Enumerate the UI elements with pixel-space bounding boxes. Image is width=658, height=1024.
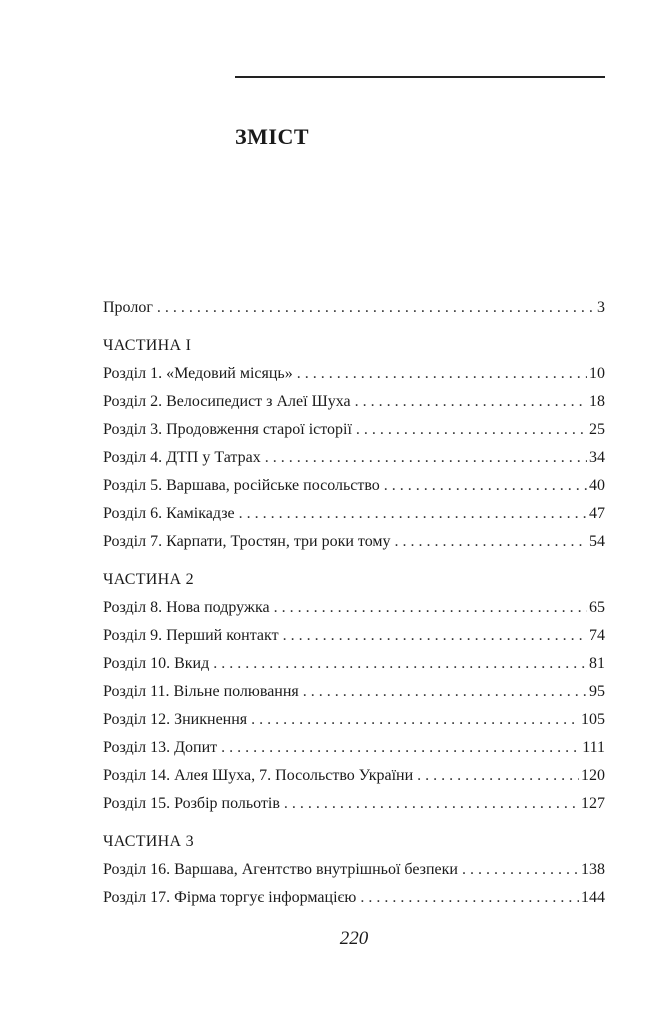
toc-entry-title: Розділ 9. Перший контакт — [103, 627, 279, 644]
toc-entry — [103, 472, 605, 500]
page-number: 220 — [339, 928, 369, 949]
toc-entry-title: Розділ 12. Зникнення — [103, 711, 248, 728]
toc-entry — [103, 594, 605, 622]
dot-leader — [251, 706, 579, 734]
toc-entry — [103, 528, 605, 556]
toc-entry-page: 34 — [589, 449, 605, 466]
toc-entry-page: 127 — [581, 795, 605, 812]
toc-entry-title: Розділ 17. Фірма торгує інформацією — [103, 889, 357, 906]
toc-entry — [103, 360, 605, 388]
toc-entry — [103, 444, 605, 472]
toc-entry-page: 10 — [589, 365, 605, 382]
toc-entry-page: 95 — [589, 683, 605, 700]
toc-entry-page: 40 — [589, 477, 605, 494]
toc-entry-prologue — [103, 294, 605, 322]
toc-entry — [103, 416, 605, 444]
dot-leader — [157, 294, 595, 322]
dot-leader — [274, 594, 587, 622]
dot-leader — [297, 360, 587, 388]
dot-leader — [283, 622, 587, 650]
toc-entry-title: Розділ 14. Алея Шуха, 7. Посольство України — [103, 767, 414, 784]
toc-entry-title: Розділ 6. Камікадзе — [103, 505, 235, 522]
toc-entry-title: Пролог — [103, 299, 153, 316]
toc-entry-title: Розділ 4. ДТП у Татрах — [103, 449, 261, 466]
toc-entry — [103, 622, 605, 650]
toc-entry-page: 111 — [582, 739, 605, 756]
dot-leader — [221, 734, 580, 762]
dot-leader — [355, 388, 587, 416]
dot-leader — [360, 884, 579, 912]
dot-leader — [213, 650, 587, 678]
toc-entry — [103, 500, 605, 528]
toc-entry-title: Розділ 13. Допит — [103, 739, 218, 756]
toc-entry — [103, 884, 605, 912]
toc-entry-title: Розділ 5. Варшава, російське посольство — [103, 477, 380, 494]
toc-entry — [103, 388, 605, 416]
dot-leader — [356, 416, 587, 444]
toc-entry-page: 47 — [589, 505, 605, 522]
toc-entry-page: 81 — [589, 655, 605, 672]
dot-leader — [462, 856, 579, 884]
part-title: ЧАСТИНА 2 — [103, 571, 194, 588]
toc-entry-title: Розділ 10. Вкид — [103, 655, 210, 672]
toc-entry — [103, 734, 605, 762]
toc-entry-page: 74 — [589, 627, 605, 644]
toc-entry-page: 25 — [589, 421, 605, 438]
toc-entry-title: Розділ 15. Розбір польотів — [103, 795, 280, 812]
toc-entry — [103, 678, 605, 706]
toc-entry-title: Розділ 7. Карпати, Тростян, три роки тому — [103, 533, 391, 550]
dot-leader — [239, 500, 587, 528]
part-title: ЧАСТИНА I — [103, 337, 192, 354]
toc-entry-page: 138 — [581, 861, 605, 878]
toc-entry-page: 144 — [581, 889, 605, 906]
toc-entry-title: Розділ 1. «Медовий місяць» — [103, 365, 293, 382]
dot-leader — [303, 678, 587, 706]
toc-entry — [103, 762, 605, 790]
toc-entry-title: Розділ 8. Нова подружка — [103, 599, 270, 616]
dot-leader — [265, 444, 587, 472]
toc-entry-page: 120 — [581, 767, 605, 784]
toc-entry-title: Розділ 3. Продовження старої історії — [103, 421, 352, 438]
toc-entry — [103, 856, 605, 884]
toc-entry-title: Розділ 2. Велосипедист з Алеї Шуха — [103, 393, 351, 410]
part-title: ЧАСТИНА 3 — [103, 833, 194, 850]
dot-leader — [395, 528, 587, 556]
toc-entry-title: Розділ 11. Вільне полювання — [103, 683, 299, 700]
toc-heading: ЗМІСТ — [235, 124, 309, 149]
toc-entry-page: 105 — [581, 711, 605, 728]
toc-entry-page: 65 — [589, 599, 605, 616]
toc-entry — [103, 790, 605, 818]
dot-leader — [417, 762, 579, 790]
dot-leader — [284, 790, 579, 818]
toc-entry-page: 54 — [589, 533, 605, 550]
toc-entry — [103, 706, 605, 734]
table-of-contents — [103, 294, 605, 912]
toc-entry-page: 18 — [589, 393, 605, 410]
toc-entry-title: Розділ 16. Варшава, Агентство внутрішньої безпеки — [103, 861, 458, 878]
dot-leader — [384, 472, 587, 500]
toc-entry-page: 3 — [597, 299, 605, 316]
toc-entry — [103, 650, 605, 678]
top-rule — [235, 76, 605, 78]
